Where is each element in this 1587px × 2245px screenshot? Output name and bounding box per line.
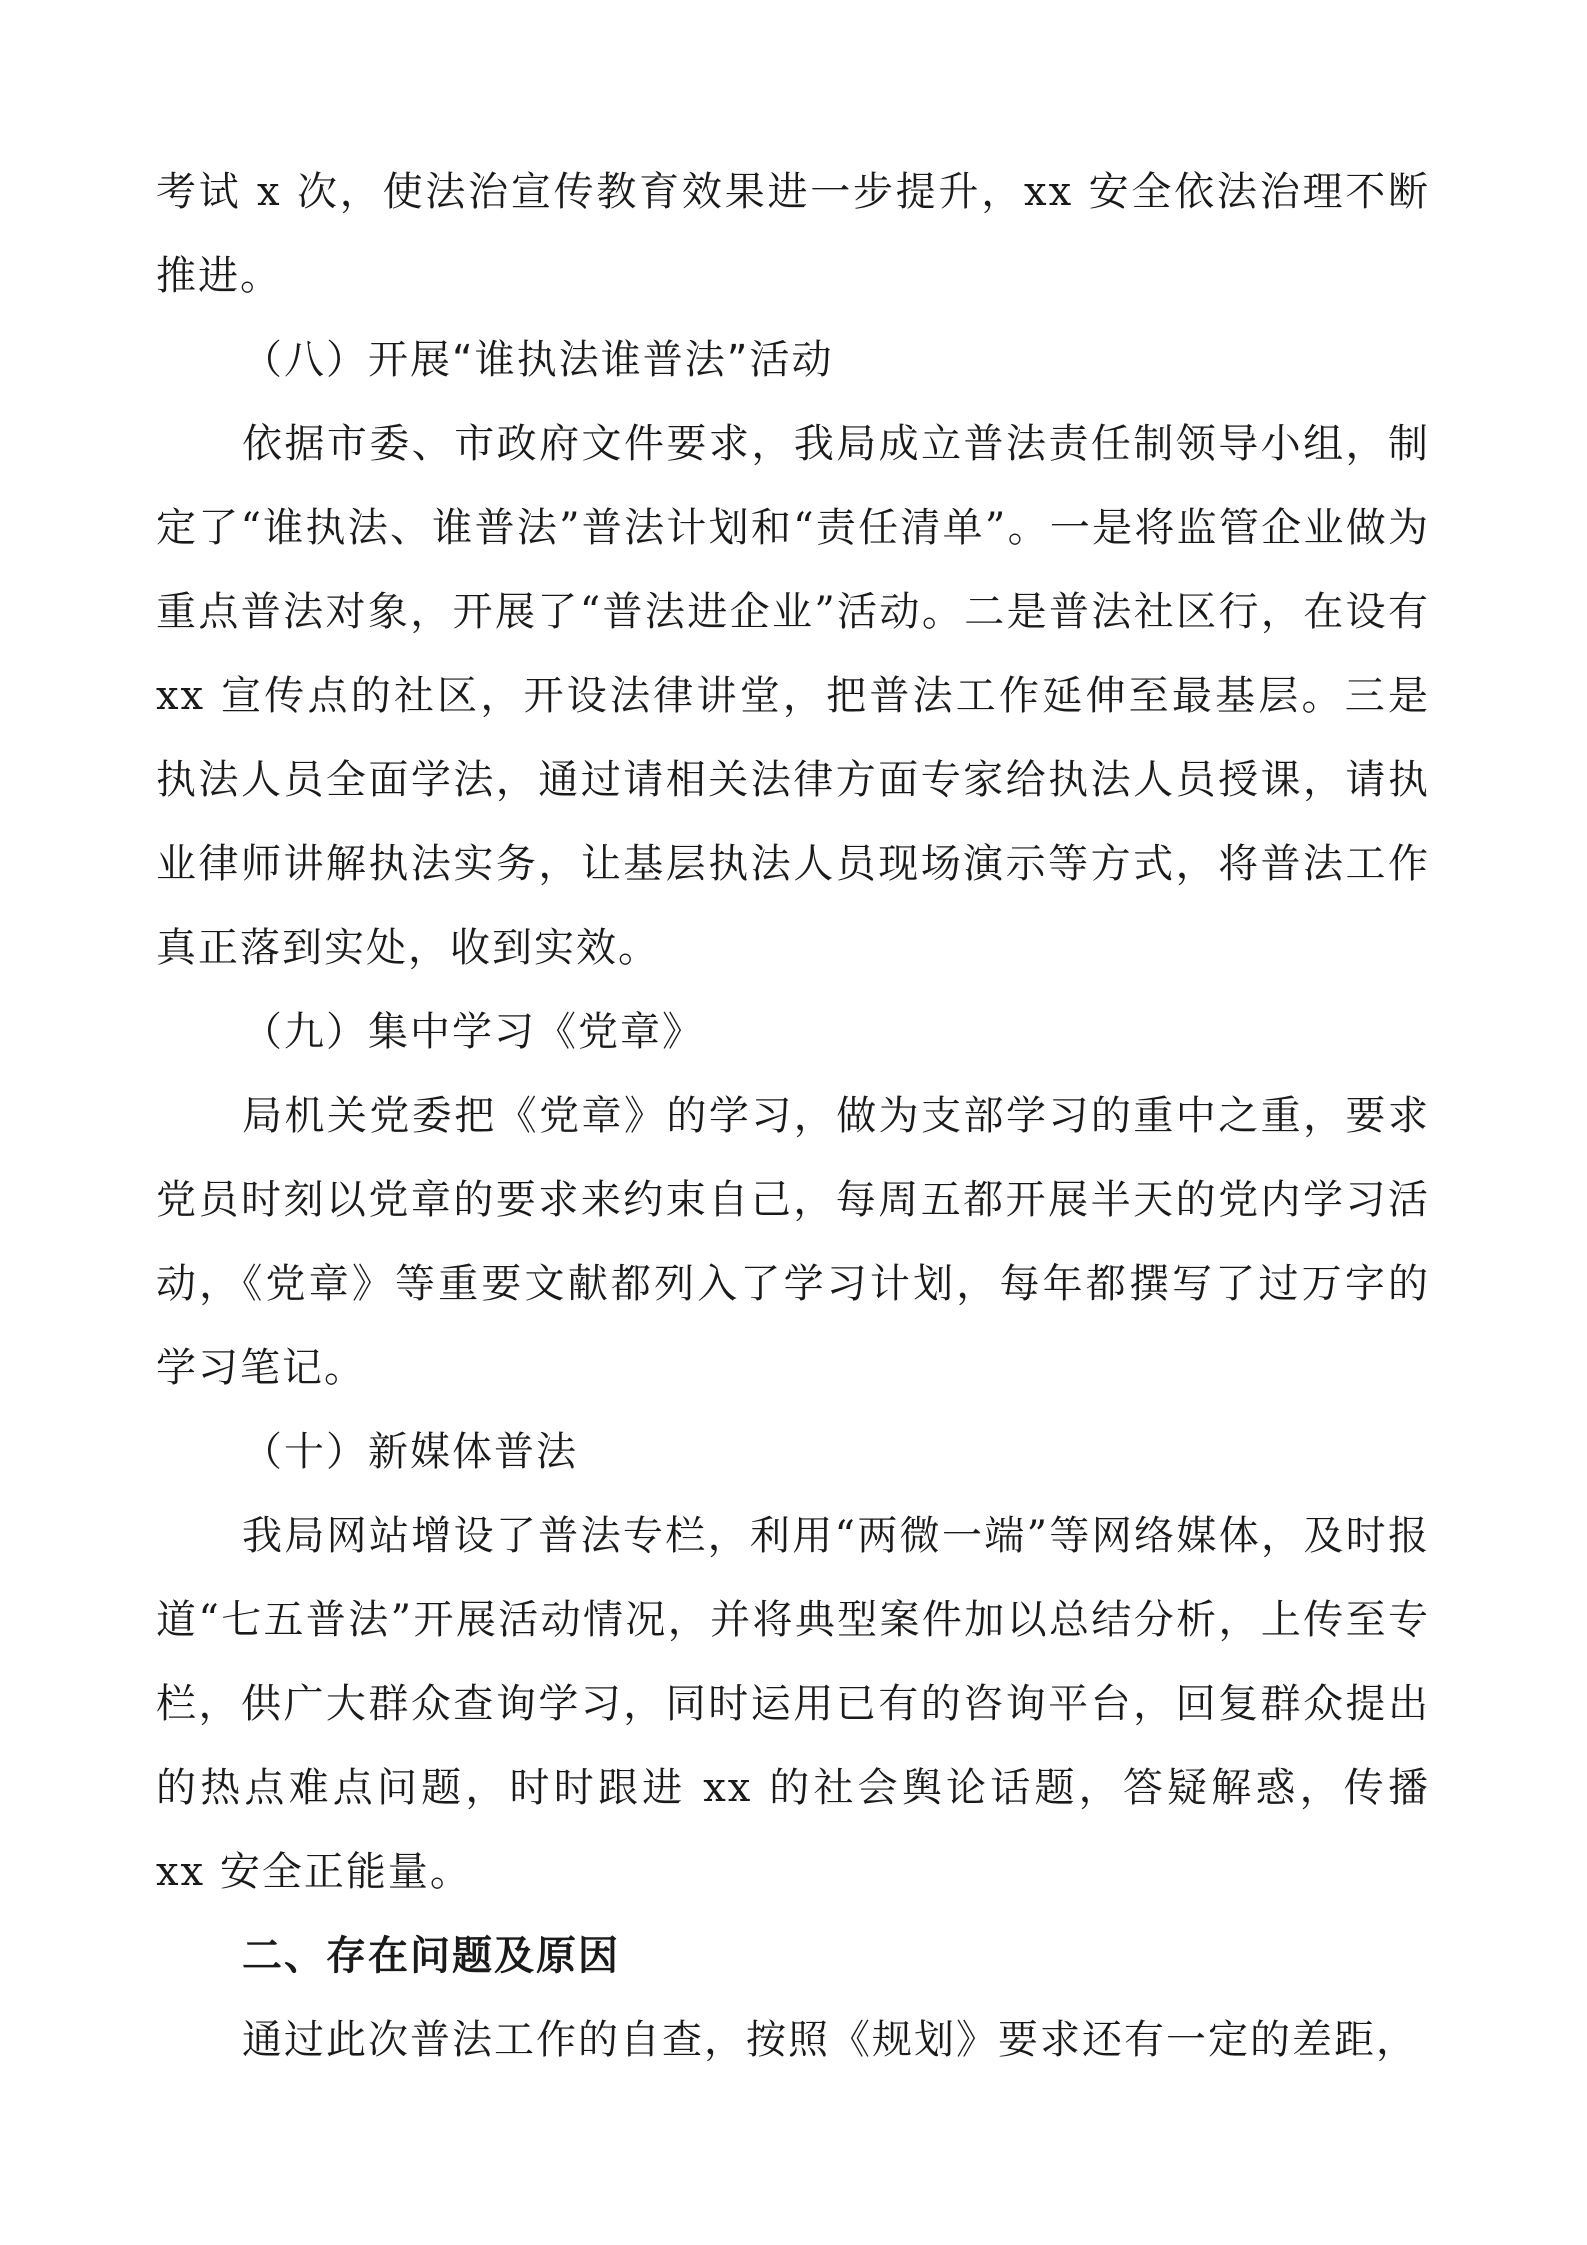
paragraph-9: 局机关党委把《党章》的学习，做为支部学习的重中之重，要求党员时刻以党章的要求来约束自己，每周五都开展半天的党内学习活动，《党章》等重要文献都列入了学习计划，每年都撰写了过万字的学习笔记。 — [156, 1093, 1430, 1391]
paragraph-10: 我局网站增设了普法专栏，利用“两微一端”等网络媒体，及时报道“七五普法”开展活动情况，并将典型案件加以总结分析，上传至专栏，供广大群众查询学习，同时运用已有的咨询平台，回复群众提出的热点难点问题，时时跟进 xx 的社会舆论话题，答疑解惑，传播 xx 安全正能量。 — [156, 1513, 1430, 1895]
paragraph-continued: 考试 x 次，使法治宣传教育效果进一步提升，xx 安全依法治理不断推进。 — [156, 169, 1430, 299]
subheading-8: （八）开展“谁执法谁普法”活动 — [242, 337, 834, 383]
subheading-10: （十）新媒体普法 — [242, 1429, 578, 1475]
section-heading-2: 二、存在问题及原因 — [242, 1933, 620, 1979]
document-body — [156, 150, 1430, 2082]
paragraph-8: 依据市委、市政府文件要求，我局成立普法责任制领导小组，制定了“谁执法、谁普法”普法计划和“责任清单”。一是将监管企业做为重点普法对象，开展了“普法进企业”活动。二是普法社区行，在设有 xx 宣传点的社区，开设法律讲堂，把普法工作延伸至最基层。三是执法人员全面学法，通过请相关法律方面专家给执法人员授课，请执业律师讲解执法实务，让基层执法人员现场演示等方式，将普法工作真正落到实处，收到实效。 — [156, 421, 1430, 971]
subheading-9: （九）集中学习《党章》 — [242, 1009, 704, 1055]
paragraph-section-2: 通过此次普法工作的自查，按照《规划》要求还有一定的差距， — [242, 2017, 1418, 2063]
